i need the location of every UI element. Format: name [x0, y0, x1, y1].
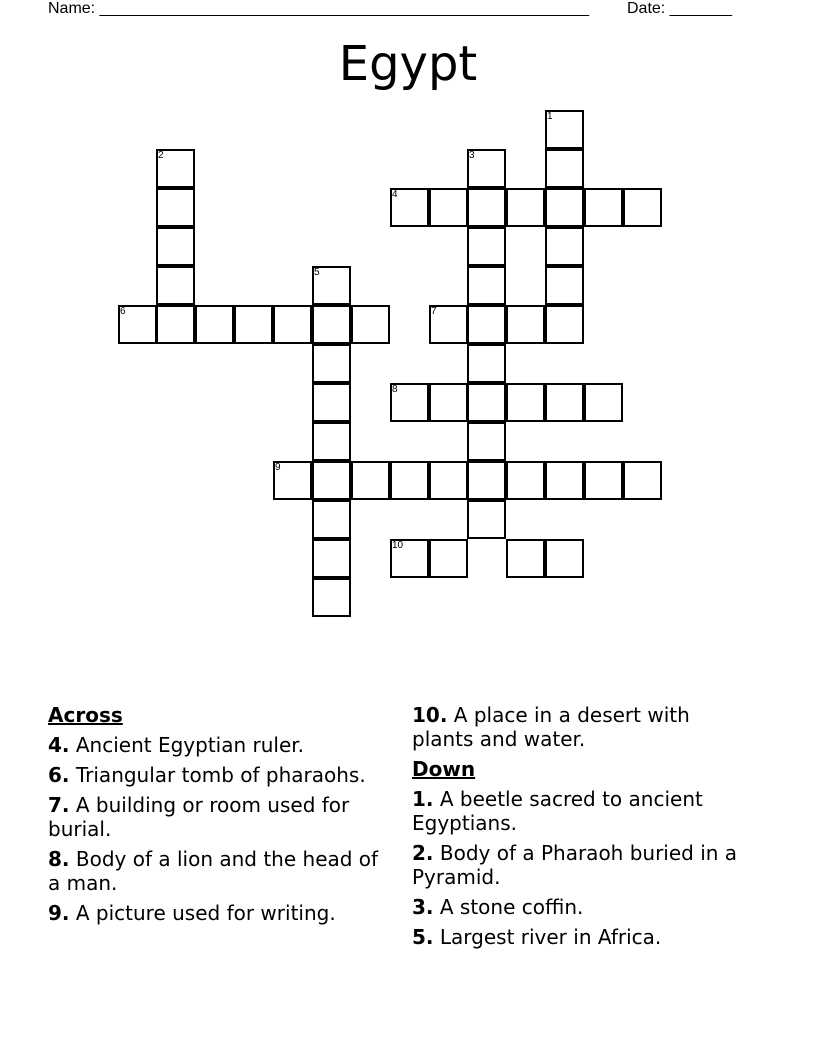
grid-cell[interactable] [312, 383, 351, 422]
clue-number: 10. [412, 703, 448, 727]
down-clue-1 [412, 787, 757, 835]
clue-text: A building or room used for burial. [48, 793, 350, 841]
down-clue-5 [412, 925, 757, 949]
grid-cell[interactable] [312, 461, 351, 500]
clue-text: Ancient Egyptian ruler. [75, 733, 305, 757]
clue-text: A picture used for writing. [75, 901, 336, 925]
grid-cell[interactable] [312, 578, 351, 617]
grid-cell[interactable] [312, 539, 351, 578]
grid-cell[interactable] [312, 500, 351, 539]
grid-cell[interactable] [156, 305, 195, 344]
grid-cell[interactable] [351, 305, 390, 344]
grid-cell[interactable] [351, 461, 390, 500]
cell-number: 2 [158, 150, 164, 161]
across-clue-8 [48, 847, 388, 895]
grid-cell[interactable] [156, 266, 195, 305]
clue-text: A place in a desert with plants and water. [412, 703, 690, 751]
grid-cell[interactable] [545, 266, 584, 305]
clue-number: 4. [48, 733, 70, 757]
clue-number: 2. [412, 841, 434, 865]
clue-number: 1. [412, 787, 434, 811]
grid-cell[interactable] [467, 383, 506, 422]
puzzle-title: Egypt [338, 36, 478, 92]
grid-cell[interactable] [467, 266, 506, 305]
grid-cell[interactable] [312, 344, 351, 383]
grid-cell[interactable] [429, 188, 468, 227]
grid-cell[interactable] [545, 539, 584, 578]
grid-cell[interactable] [390, 461, 429, 500]
cell-number: 4 [392, 189, 398, 200]
across-clue-4 [48, 733, 388, 757]
across-heading: Across [48, 703, 123, 727]
clue-number: 6. [48, 763, 70, 787]
date-field-label: Date: _______ [627, 0, 732, 17]
grid-cell[interactable] [584, 461, 623, 500]
clue-text: A beetle sacred to ancient Egyptians. [412, 787, 703, 835]
across-clue-6 [48, 763, 388, 787]
grid-cell[interactable] [467, 305, 506, 344]
grid-cell[interactable] [506, 539, 545, 578]
grid-cell[interactable] [545, 383, 584, 422]
clues-left-column [48, 703, 388, 931]
cell-number: 10 [392, 540, 404, 551]
grid-cell[interactable] [545, 305, 584, 344]
grid-cell[interactable] [156, 188, 195, 227]
grid-cell[interactable] [506, 305, 545, 344]
grid-cell[interactable] [506, 188, 545, 227]
grid-cell[interactable] [545, 188, 584, 227]
clue-text: Largest river in Africa. [439, 925, 662, 949]
grid-cell[interactable] [467, 461, 506, 500]
cell-number: 8 [392, 384, 398, 395]
clue-text: Triangular tomb of pharaohs. [75, 763, 366, 787]
grid-cell[interactable] [506, 383, 545, 422]
cell-number: 1 [547, 111, 553, 122]
down-heading: Down [412, 757, 476, 781]
clues-right-column [412, 703, 757, 955]
grid-cell[interactable] [545, 461, 584, 500]
grid-cell[interactable] [273, 305, 312, 344]
clue-text: A stone coffin. [439, 895, 584, 919]
grid-cell[interactable] [623, 188, 662, 227]
across-clue-10 [412, 703, 757, 751]
cell-number: 9 [275, 462, 281, 473]
clue-number: 3. [412, 895, 434, 919]
clue-number: 8. [48, 847, 70, 871]
clue-text: Body of a Pharaoh buried in a Pyramid. [412, 841, 738, 889]
grid-cell[interactable] [467, 188, 506, 227]
cell-number: 3 [469, 150, 475, 161]
grid-cell[interactable] [234, 305, 273, 344]
name-field-label: Name: _______________________________________________________ [48, 0, 589, 17]
grid-cell[interactable] [506, 461, 545, 500]
grid-cell[interactable] [312, 422, 351, 461]
grid-cell[interactable] [429, 461, 468, 500]
clue-text: Body of a lion and the head of a man. [48, 847, 379, 895]
grid-cell[interactable] [467, 344, 506, 383]
grid-cell[interactable] [545, 149, 584, 188]
clue-number: 5. [412, 925, 434, 949]
grid-cell[interactable] [467, 422, 506, 461]
clue-number: 9. [48, 901, 70, 925]
grid-cell[interactable] [156, 227, 195, 266]
across-clue-9 [48, 901, 388, 925]
cell-number: 6 [120, 306, 126, 317]
grid-cell[interactable] [429, 383, 468, 422]
grid-cell[interactable] [467, 500, 506, 539]
grid-cell[interactable] [429, 539, 468, 578]
down-clue-3 [412, 895, 757, 919]
grid-cell[interactable] [195, 305, 234, 344]
grid-cell[interactable] [584, 383, 623, 422]
down-clue-2 [412, 841, 757, 889]
cell-number: 5 [314, 267, 320, 278]
grid-cell[interactable] [467, 227, 506, 266]
cell-number: 7 [431, 306, 437, 317]
across-clue-7 [48, 793, 388, 841]
grid-cell[interactable] [312, 305, 351, 344]
clue-number: 7. [48, 793, 70, 817]
grid-cell[interactable] [545, 227, 584, 266]
grid-cell[interactable] [584, 188, 623, 227]
grid-cell[interactable] [623, 461, 662, 500]
